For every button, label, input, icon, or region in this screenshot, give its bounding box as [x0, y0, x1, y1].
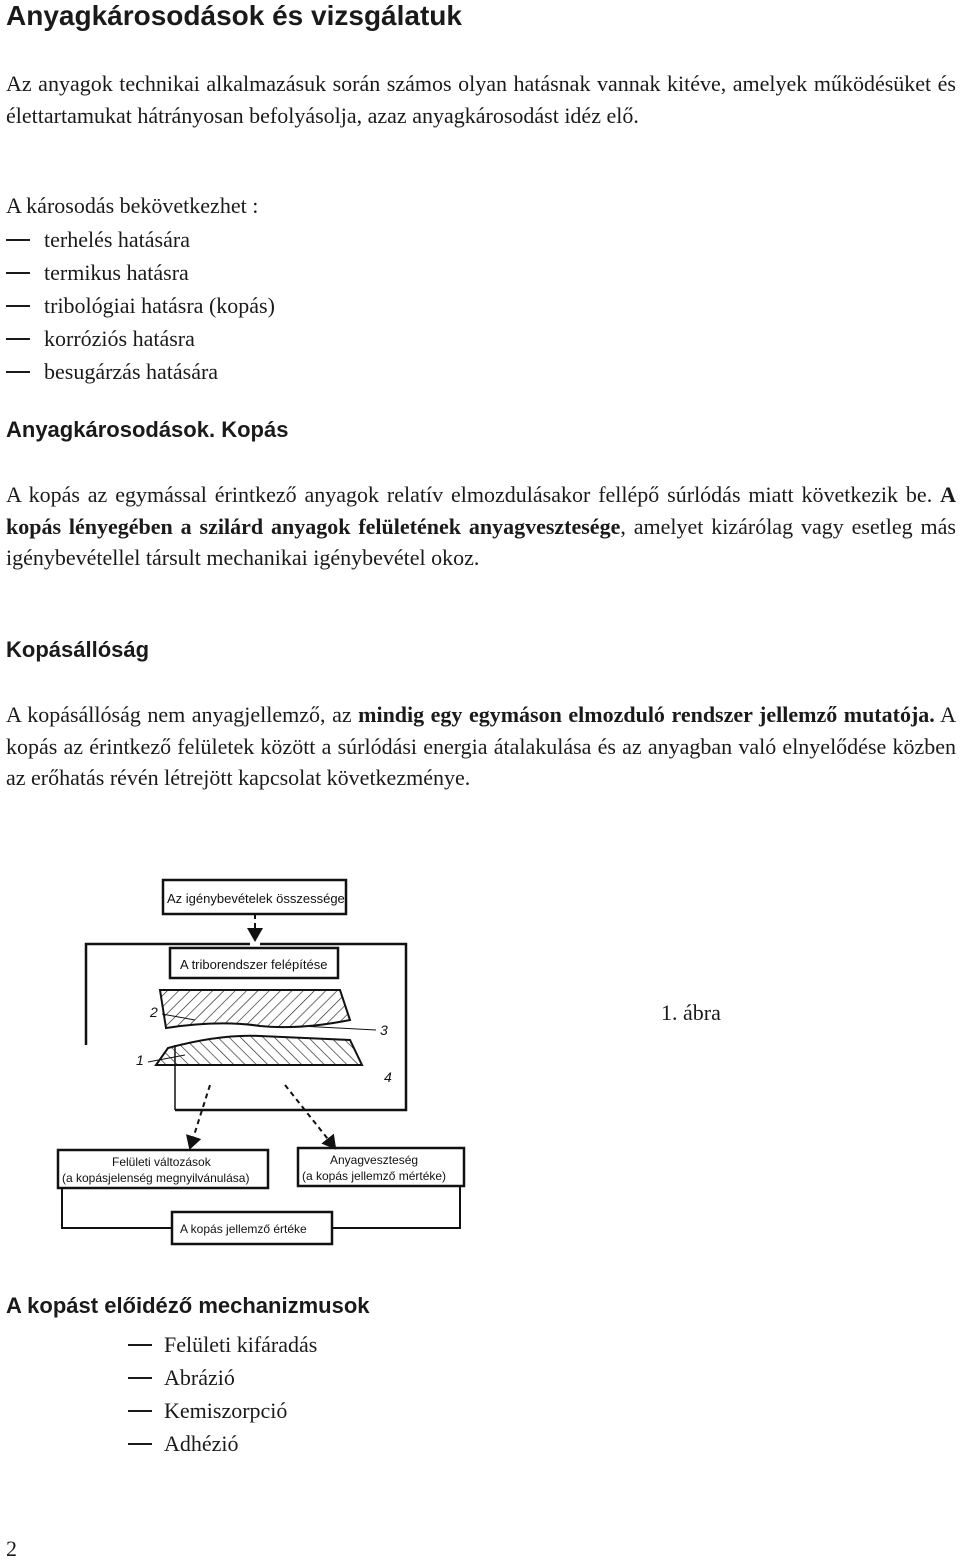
svg-text:A kopás jellemző értéke: A kopás jellemző értéke: [180, 1222, 307, 1236]
resistance-text-2: A kopás az érintkező felületek között a súrlódási energia átalakulása és az anyagban való elnyelődése közben az erőhatás révén létrejött kapcsolat következménye.: [6, 702, 956, 790]
resistance-definition: mindig egy egymáson elmozduló rendszer jellemző mutatója.: [358, 702, 935, 727]
wear-text-2: , amelyet kizárólag vagy esetleg más igénybevétellel társult mechanikai igénybevétel okoz.: [6, 513, 956, 570]
damage-lead: A károsodás bekövetkezhet :: [6, 193, 259, 218]
wear-paragraph: [6, 479, 956, 574]
tribosystem-diagram: [50, 870, 470, 1260]
svg-text:3: 3: [380, 1022, 388, 1038]
page-title: Anyagkárosodások és vizsgálatuk: [6, 0, 462, 31]
wear-definition: A kopás lényegében a szilárd anyagok felületének anyagvesztesége: [6, 482, 956, 539]
loads-box-label: Az igénybevételek összessége: [167, 891, 345, 906]
svg-text:Felületi változások: Felületi változások: [112, 1155, 211, 1169]
svg-text:4: 4: [384, 1069, 392, 1085]
page-number: 2: [6, 1536, 17, 1561]
svg-text:Anyagveszteség: Anyagveszteség: [330, 1153, 419, 1167]
svg-text:1: 1: [136, 1052, 144, 1068]
tribosystem-box-label: A triborendszer felépítése: [180, 957, 328, 972]
resistance-heading: Kopásállóság: [6, 637, 150, 662]
resistance-paragraph: [6, 699, 956, 794]
mechanisms-heading: A kopást előidéző mechanizmusok: [6, 1293, 370, 1318]
resistance-text-1: A kopásállóság nem anyagjellemző, az: [6, 702, 359, 727]
svg-text:(a kopás jellemző mértéke): (a kopás jellemző mértéke): [302, 1169, 447, 1183]
svg-text:2: 2: [150, 1004, 158, 1020]
figure-caption: 1. ábra: [661, 1000, 721, 1025]
wear-heading: Anyagkárosodások. Kopás: [6, 417, 289, 442]
wear-text-1: A kopás az egymással érintkező anyagok relatív elmozdulásakor fellépő súrlódás miatt következik be.: [6, 482, 941, 507]
intro-paragraph: Az anyagok technikai alkalmazásuk során számos olyan hatásnak vannak kitéve, amelyek működésüket és élettartamukat hátrányosan befolyásolja, azaz anyagkárosodást idéz elő.: [6, 71, 956, 128]
svg-text:(a kopásjelenség megnyilvánulá: (a kopásjelenség megnyilvánulása): [62, 1171, 250, 1185]
